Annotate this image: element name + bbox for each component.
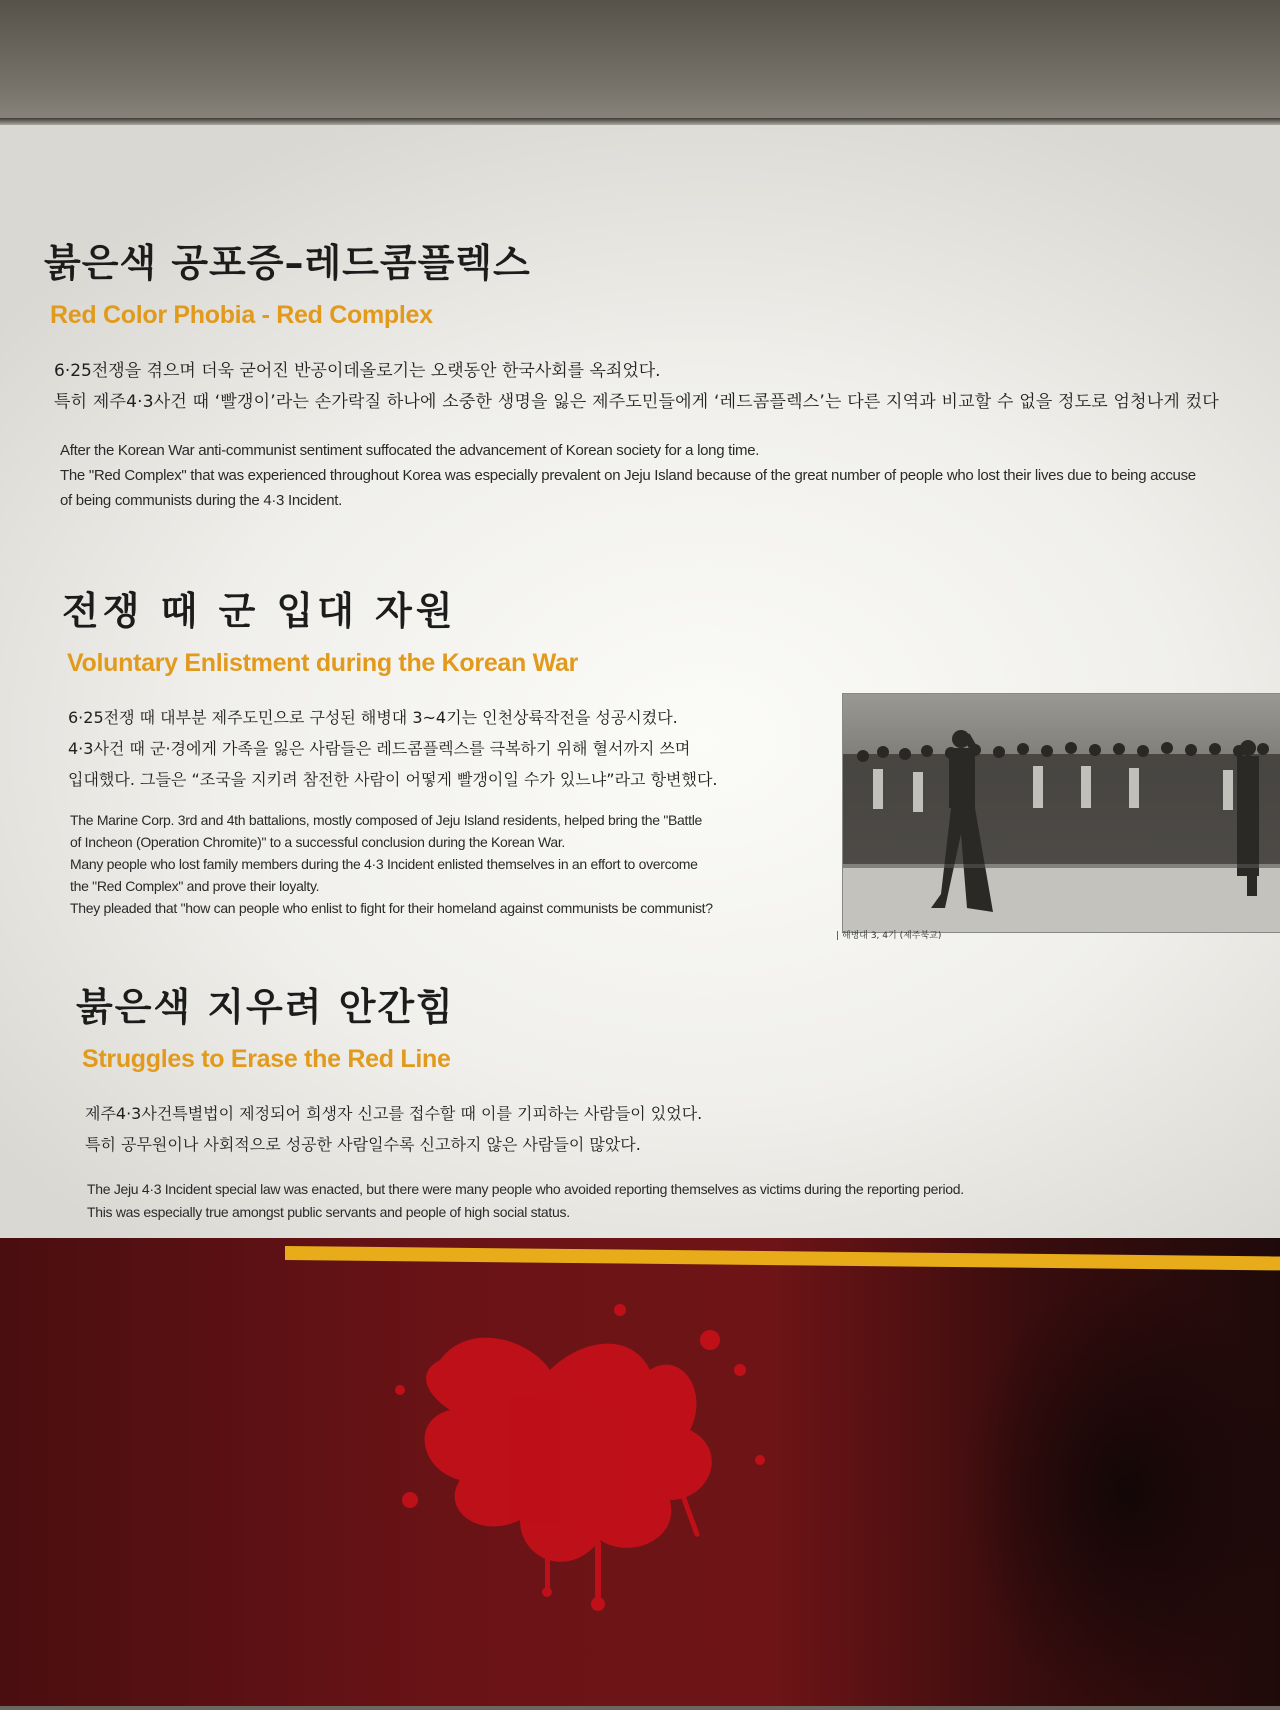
english-line: The "Red Complex" that was experienced throughout Korea was especially prevalent on Jeju Island because of the great number of people who lost their lives due to being accuse [60,467,1196,484]
korean-line: 6·25전쟁을 겪으며 더욱 굳어진 반공이데올로기는 오랫동안 한국사회를 옥죄었다. [54,361,661,381]
section-erase-red-line [76,976,964,1224]
korean-paragraph [54,356,1219,418]
section-voluntary-enlistment [62,580,717,919]
korean-line: 제주4·3사건특별법이 제정되어 희생자 신고를 접수할 때 이를 기피하는 사람들이 있었다. [85,1104,703,1123]
section-title-english: Struggles to Erase the Red Line [82,1045,451,1073]
english-paragraph [87,1178,964,1224]
korean-line: 특히 제주4·3사건 때 ‘빨갱이’라는 손가락질 하나에 소중한 생명을 잃은 제주도민들에게 ‘레드콤플렉스’는 다른 지역과 비교할 수 없을 정도로 엄청나게 컸다 [54,392,1219,412]
korean-paragraph [85,1098,964,1160]
section-red-complex [44,232,1219,513]
english-line: The Marine Corp. 3rd and 4th battalions, mostly composed of Jeju Island residents, helped bring the "Battle [70,812,703,828]
english-paragraph [60,438,1219,513]
korean-paragraph [68,702,717,795]
section-title-korean: 전쟁 때 군 입대 자원 [62,589,457,633]
photo-caption: | 해병대 3, 4기 (제주북교) [836,931,942,941]
korean-line: 4·3사건 때 군·경에게 가족을 잃은 사람들은 레드콤플렉스를 극복하기 위해 혈서까지 쓰며 [68,739,691,758]
section-title-english: Voluntary Enlistment during the Korean War [67,649,579,677]
korean-line: 6·25전쟁 때 대부분 제주도민으로 구성된 해병대 3~4기는 인천상륙작전을 성공시켰다. [68,708,678,727]
blood-splatter-graphic [380,1300,800,1620]
english-line: They pleaded that "how can people who enlist to fight for their homeland against communists be communist? [70,900,713,916]
english-line: the "Red Complex" and prove their loyalty. [70,878,320,894]
visitor-shadow [960,1270,1280,1710]
photo-image [843,694,1280,932]
section-title-english: Red Color Phobia - Red Complex [50,301,433,329]
english-line: The Jeju 4·3 Incident special law was enacted, but there were many people who avoided reporting themselves as victims during the reporting period. [87,1181,964,1197]
marine-corps-photo [842,693,1280,933]
korean-line: 입대했다. 그들은 “조국을 지키려 참전한 사람이 어떻게 빨갱이일 수가 있느냐”라고 항변했다. [68,770,718,789]
english-paragraph [70,809,717,919]
korean-line: 특히 공무원이나 사회적으로 성공한 사람일수록 신고하지 않은 사람들이 많았다. [85,1135,641,1154]
english-line: of Incheon (Operation Chromite)" to a successful conclusion during the Korean War. [70,834,566,850]
section-title-korean: 붉은색 공포증–레드콤플렉스 [44,241,531,285]
english-line: After the Korean War anti-communist sentiment suffocated the advancement of Korean society for a long time. [60,442,760,459]
section-title-korean: 붉은색 지우려 안간힘 [76,985,455,1029]
wall-background [0,0,1280,125]
english-line: This was especially true amongst public servants and people of high social status. [87,1204,570,1220]
english-line: Many people who lost family members during the 4·3 Incident enlisted themselves in an effort to overcome [70,856,698,872]
english-line: of being communists during the 4·3 Incident. [60,492,342,509]
